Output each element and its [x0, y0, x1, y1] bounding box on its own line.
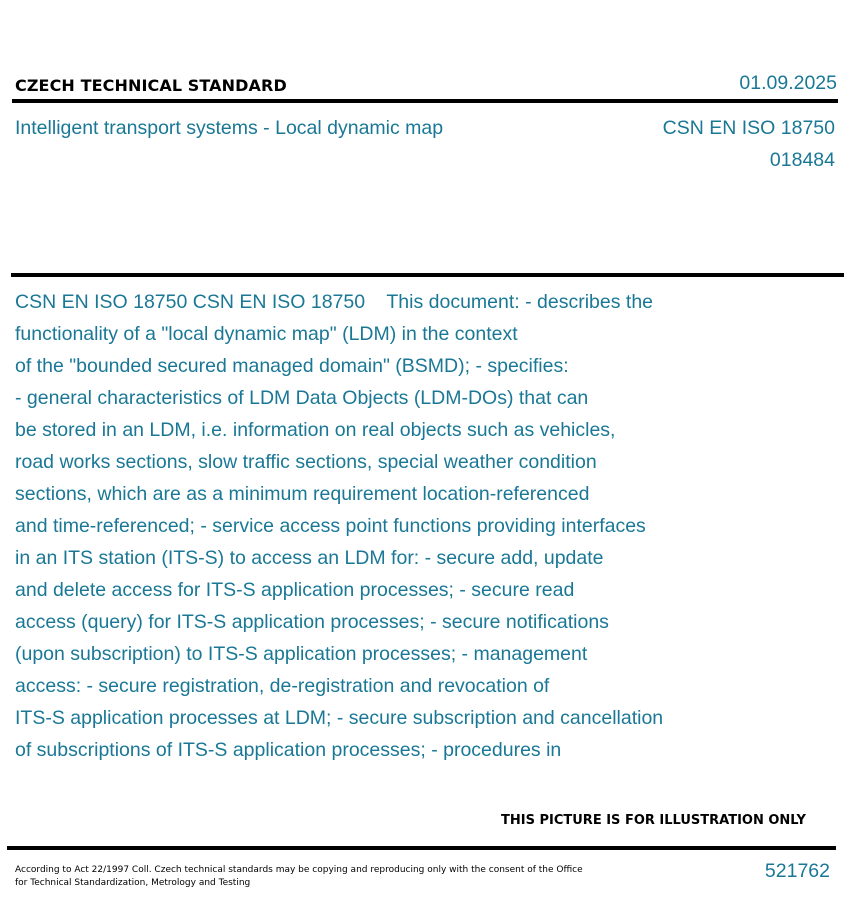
footer-code: 521762	[764, 860, 830, 882]
abstract-line: ITS-S application processes at LDM; - secure subscription and cancellation	[15, 707, 664, 729]
legal-notice-line: for Technical Standardization, Metrology and Testing	[15, 878, 251, 888]
legal-notice	[15, 864, 615, 890]
section-rule	[11, 273, 844, 277]
abstract-line: access: - secure registration, de-registration and revocation of	[15, 675, 550, 697]
publication-date: 01.09.2025	[739, 72, 837, 94]
abstract-line: - general characteristics of LDM Data Objects (LDM-DOs) that can	[15, 387, 589, 409]
standard-title: Intelligent transport systems - Local dynamic map	[15, 117, 444, 139]
abstract-line: CSN EN ISO 18750 CSN EN ISO 18750 This document: - describes the	[15, 291, 654, 313]
abstract-line: sections, which are as a minimum requirement location-referenced	[15, 483, 590, 505]
abstract-line: in an ITS station (ITS-S) to access an LDM for: - secure add, update	[15, 547, 604, 569]
abstract-line: and time-referenced; - service access point functions providing interfaces	[15, 515, 646, 537]
abstract-line: and delete access for ITS-S application processes; - secure read	[15, 579, 575, 601]
abstract-line: access (query) for ITS-S application processes; - secure notifications	[15, 611, 609, 633]
header-rule	[12, 99, 838, 103]
illustration-disclaimer: THIS PICTURE IS FOR ILLUSTRATION ONLY	[501, 813, 806, 828]
footer-rule	[7, 846, 836, 850]
abstract-line: of the "bounded secured managed domain" (BSMD); - specifies:	[15, 355, 569, 377]
abstract-text	[15, 286, 755, 766]
document-type-heading: CZECH TECHNICAL STANDARD	[15, 76, 287, 95]
abstract-line: of subscriptions of ITS-S application processes; - procedures in	[15, 739, 562, 761]
abstract-line: (upon subscription) to ITS-S application processes; - management	[15, 643, 588, 665]
abstract-line: road works sections, slow traffic sections, special weather condition	[15, 451, 597, 473]
legal-notice-line: According to Act 22/1997 Coll. Czech technical standards may be copying and reproducing only with the consent of the Office	[15, 865, 583, 875]
abstract-line: functionality of a "local dynamic map" (LDM) in the context	[15, 323, 518, 345]
abstract-line: be stored in an LDM, i.e. information on real objects such as vehicles,	[15, 419, 616, 441]
standard-number: CSN EN ISO 18750	[662, 117, 835, 139]
catalog-number: 018484	[769, 149, 835, 171]
